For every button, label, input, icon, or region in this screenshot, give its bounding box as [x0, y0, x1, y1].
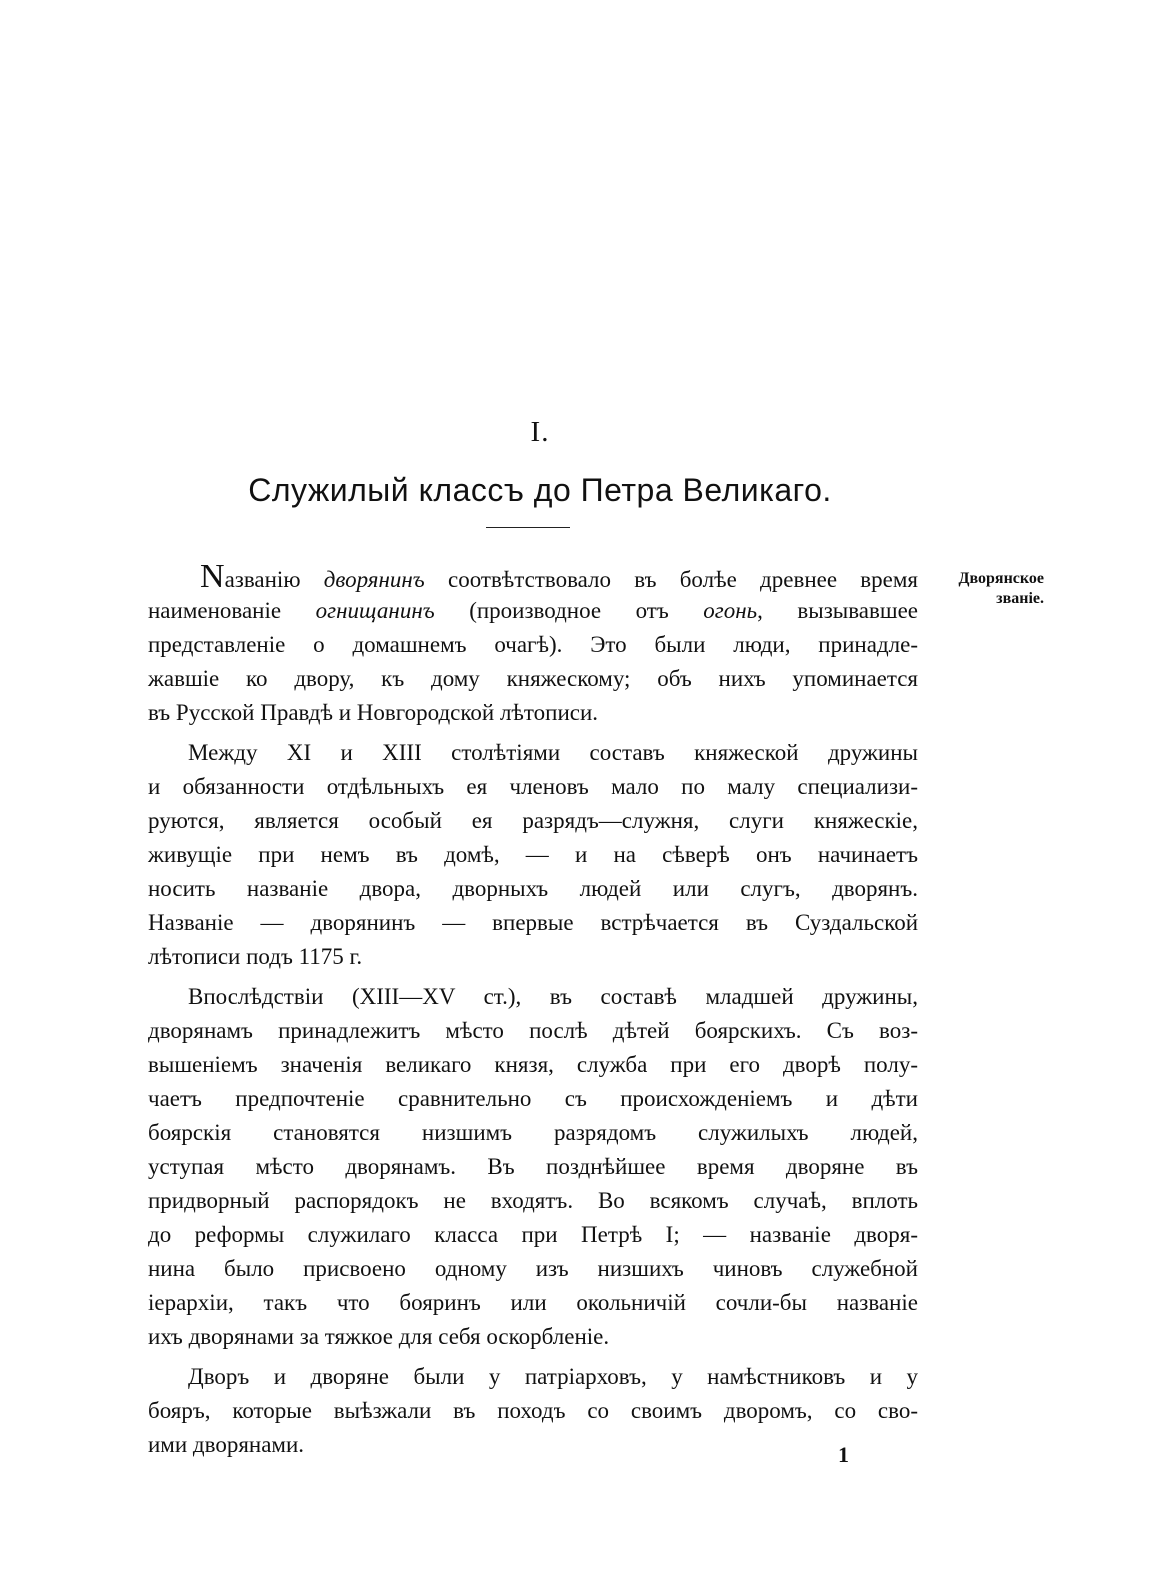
text-line: Впослѣдствіи (XIII—XV ст.), въ составѣ младшей дружины, [188, 984, 918, 1009]
text-line: наименованіе огнищанинъ (производное отъ огонь, вызывавшее [148, 598, 918, 623]
text-line: носить названіе двора, дворныхъ людей или слугъ, дворянъ. [148, 876, 918, 901]
paragraph [148, 1360, 918, 1462]
text-line: боярскія становятся низшимъ разрядомъ служилыхъ людей, [148, 1120, 918, 1145]
margin-note [924, 569, 1044, 609]
term-italic: огнищанинъ [315, 598, 435, 623]
term-italic: дворянинъ [323, 567, 425, 592]
page-number: 1 [838, 1442, 849, 1467]
title-rule [486, 527, 570, 528]
text-line: руются, является особый ея разрядъ—служня, слуги княжескіе, [148, 808, 918, 833]
text-line: живущіе при немъ въ домѣ, — и на сѣверѣ онъ начинаетъ [148, 842, 918, 867]
text-line: іерархіи, такъ что бояринъ или окольничій сочли-бы названіе [148, 1290, 918, 1315]
text-line: бояръ, которые выѣзжали въ походъ со своимъ дворомъ, со сво- [148, 1398, 918, 1423]
text-line: до реформы служилаго класса при Петрѣ I; — названіе дворя- [148, 1222, 918, 1247]
text-line: ими дворянами. [148, 1432, 305, 1457]
text-line: уступая мѣсто дворянамъ. Въ позднѣйшее время дворяне въ [148, 1154, 918, 1179]
margin-note-line: Дворянское [958, 570, 1044, 587]
text-line: въ Русской Правдѣ и Новгородской лѣтописи. [148, 700, 599, 725]
paragraph [148, 736, 918, 974]
text-line: Названіе — дворянинъ — впервые встрѣчается въ Суздальской [148, 910, 918, 935]
text-line: вышеніемъ значенія великаго князя, служба при его дворѣ полу- [148, 1052, 918, 1077]
text-line: дворянамъ принадлежитъ мѣсто послѣ дѣтей боярскихъ. Съ воз- [148, 1018, 918, 1043]
text-line: жавшіе ко двору, къ дому княжескому; объ нихъ упоминается [148, 666, 918, 691]
paragraph [148, 980, 918, 1354]
drop-capital: N [200, 558, 225, 595]
chapter-title: Служилый классъ до Петра Великаго. [248, 472, 832, 508]
text-line: Дворъ и дворяне были у патріарховъ, у намѣстниковъ и у [188, 1364, 918, 1389]
text-line: Nазванію дворянинъ соотвѣтствовало въ болѣе древнее время [200, 558, 918, 595]
text-line: Между XI и XIII столѣтіями составъ княжеской дружины [188, 740, 918, 765]
text-line: чаетъ предпочтеніе сравнительно съ происхожденіемъ и дѣти [148, 1086, 918, 1111]
text-line: придворный распорядокъ не входятъ. Во всякомъ случаѣ, вплоть [148, 1188, 918, 1213]
text-line: ихъ дворянами за тяжкое для себя оскорбленіе. [148, 1324, 610, 1349]
text-line: лѣтописи подъ 1175 г. [148, 944, 363, 969]
text-line: и обязанности отдѣльныхъ ея членовъ мало по малу специализи- [148, 774, 918, 799]
body-text [148, 560, 918, 1468]
text-line: нина было присвоено одному изъ низшихъ чиновъ служебной [148, 1256, 918, 1281]
text-line: представленіе о домашнемъ очагѣ). Это были люди, принадле- [148, 632, 918, 657]
chapter-number: I. [530, 416, 550, 448]
term-italic: огонь [703, 598, 758, 623]
margin-note-line: званіе. [996, 590, 1044, 607]
paragraph [148, 560, 918, 730]
